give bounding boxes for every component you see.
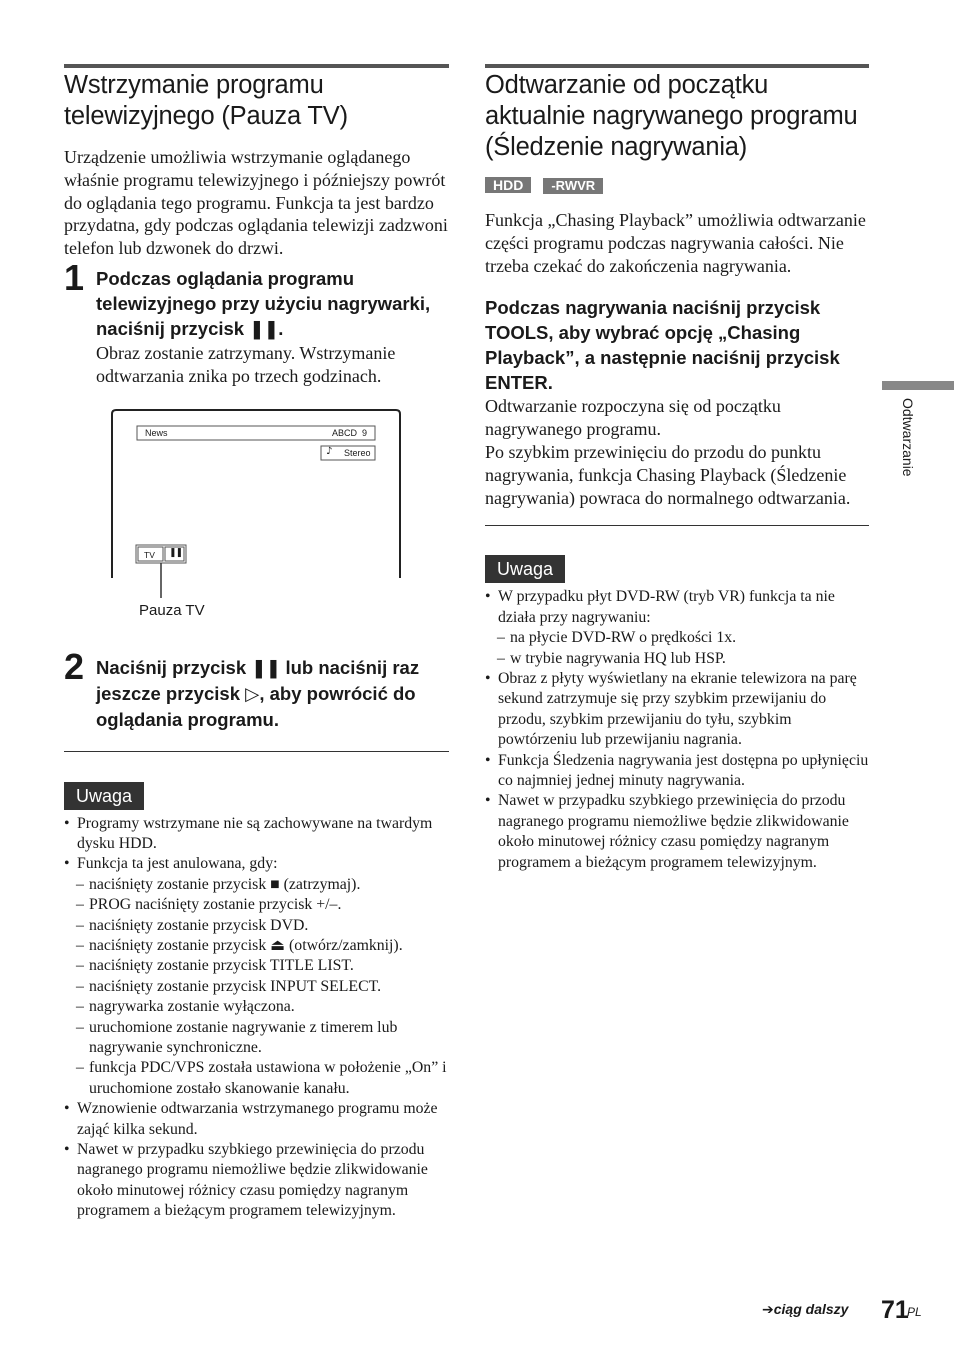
note-text: naciśnięty zostanie przycisk TITLE LIST. (89, 957, 354, 975)
right-column (485, 64, 869, 873)
dash-marker: – (497, 649, 505, 667)
step-title-text: , aby powrócić do oglądania programu. (96, 682, 416, 730)
dash-marker: – (76, 957, 84, 975)
note-sub-item (64, 956, 449, 976)
audio-label: Stereo (344, 447, 371, 458)
note-text: funkcja PDC/VPS została ustawiona w położenie „On” i uruchomione zostało skanowanie kanału. (89, 1059, 447, 1097)
continued-footer (762, 1301, 848, 1318)
side-tab-label: Odtwarzanie (900, 398, 916, 477)
intro-paragraph: Funkcja „Chasing Playback” umożliwia odtwarzanie części programu podczas nagrywania całości. Nie trzeba czekać do zakończenia nagrywania. (485, 210, 866, 276)
note-text: Nawet w przypadku szybkiego przewinięcia do przodu nagranego programu niemożliwe będzie zlikwidowanie około minutowej różnicy czasu pomiędzy nagranym programem a bieżącym programem telewizyjnym. (498, 792, 849, 871)
note-bullet-item (64, 814, 449, 855)
pause-icon: ❚❚ (251, 657, 281, 679)
tv-screen-svg (110, 408, 410, 630)
media-badges (485, 177, 869, 197)
note-text: Funkcja ta jest anulowana, gdy: (77, 855, 278, 873)
bullet-marker: • (485, 792, 491, 810)
bullet-marker: • (64, 814, 70, 832)
pause-tv-callout: Pauza TV (139, 601, 205, 619)
step-1 (64, 256, 449, 388)
note-bullet-item (485, 587, 869, 628)
dash-marker: – (76, 916, 84, 934)
note-text: Programy wstrzymane nie są zachowywane na twardym dysku HDD. (77, 814, 433, 852)
note-text: w trybie nagrywania HQ lub HSP. (510, 649, 726, 667)
note-bullet-item (485, 669, 869, 751)
side-tab-bar (882, 381, 954, 390)
bullet-marker: • (485, 670, 491, 687)
continued-label: ciąg dalszy (773, 1301, 849, 1317)
dash-marker: – (76, 977, 84, 995)
play-icon: ▷ (245, 683, 260, 705)
note-divider (485, 525, 869, 526)
note-text: naciśnięty zostanie przycisk ■ (zatrzymaj). (89, 875, 361, 893)
dash-marker: – (76, 896, 84, 914)
note-text: Wznowienie odtwarzania wstrzymanego programu może zająć kilka sekund. (77, 1100, 438, 1138)
note-label: Uwaga (64, 782, 144, 810)
note-sub-item (64, 997, 449, 1017)
note-label: Uwaga (485, 555, 565, 583)
page-number: 71 (881, 1296, 909, 1324)
note-text: W przypadku płyt DVD-RW (tryb VR) funkcja ta nie działa przy nagrywaniu: (498, 588, 835, 626)
result-paragraph-2: Po szybkim przewinięciu do przodu do punktu nagrywania, funkcja Chasing Playback (Śledzenie nagrywania) powraca do normalnego odtwarzania. (485, 441, 851, 508)
note-sub-item (64, 1058, 449, 1099)
channel-name: News (145, 427, 168, 438)
step-title-text: Podczas oglądania programu telewizyjnego przy użyciu nagrywarki, naciśnij przycisk (96, 267, 431, 339)
note-text: naciśnięty zostanie przycisk DVD. (89, 916, 309, 934)
channel-code: ABCD 9 (332, 427, 368, 438)
note-text: Obraz z płyty wyświetlany na ekranie telewizora na parę sekund zatrzymuje się przy szybkim przewijaniu do przodu, szybkim przewijaniu do tyłu, szybkim powtórzeniu lub przewijaniu nagrania. (498, 670, 857, 749)
dvd-rw-vr-badge: -RWVR (543, 178, 603, 194)
dash-marker: – (76, 1059, 84, 1077)
note-sub-item (485, 628, 869, 648)
tv-status-label: TV (144, 549, 155, 560)
note-sub-item (64, 977, 449, 997)
bullet-marker: • (64, 855, 70, 873)
section-top-rule (485, 64, 869, 68)
dash-marker: – (76, 998, 84, 1016)
tv-screen-illustration (110, 408, 410, 630)
instruction: Podczas nagrywania naciśnij przycisk TOOLS, aby wybrać opcję „Chasing Playback”, a następnie naciśnij przycisk ENTER. (485, 297, 840, 394)
note-text: Nawet w przypadku szybkiego przewinięcia do przodu nagranego programu niemożliwe będzie zlikwidowanie około minutowej różnicy czasu pomiędzy nagranym programem a bieżącym programem telewizyjnym. (77, 1141, 428, 1220)
arrow-icon: ➔ (762, 1301, 774, 1317)
note-sub-item (64, 916, 449, 936)
note-bullet-item (64, 1140, 449, 1222)
music-note-icon: ♪ (326, 445, 333, 457)
note-sub-item (64, 936, 449, 956)
note-text: na płycie DVD-RW o prędkości 1x. (510, 629, 737, 647)
bullet-marker: • (64, 1141, 70, 1159)
note-bullet-item (64, 854, 449, 874)
hdd-badge: HDD (485, 177, 531, 193)
section-heading-pause-tv: Wstrzymanie programu telewizyjnego (Pauza TV) (64, 71, 348, 130)
note-bullet-item (485, 791, 869, 873)
note-list (64, 814, 449, 1222)
note-bullet-item (485, 751, 869, 792)
bullet-marker: • (64, 1100, 70, 1118)
bullet-marker: • (485, 751, 491, 769)
intro-paragraph: Urządzenie umożliwia wstrzymanie oglądanego właśnie programu telewizyjnego i późniejszy powrót do oglądania tego programu. Funkcja ta jest bardzo przydatna, gdy podczas oglądania telewizji zadzwoni telefon lub dzwonek do drzwi. (64, 147, 448, 259)
note-text: naciśnięty zostanie przycisk ⏏ (otwórz/zamknij). (89, 937, 403, 955)
note-divider (64, 751, 449, 752)
note-bullet-item (64, 1099, 449, 1140)
note-section (64, 782, 449, 1222)
note-section (485, 555, 869, 873)
step-title-text: Naciśnij przycisk (96, 656, 247, 678)
step-body: Obraz zostanie zatrzymany. Wstrzymanie odtwarzania znika po trzech godzinach. (96, 342, 396, 386)
note-text: uruchomione zostanie nagrywanie z timerem lub nagrywanie synchroniczne. (89, 1018, 398, 1057)
step-title-end: . (278, 317, 284, 339)
note-sub-item (64, 1018, 449, 1059)
section-heading-chasing-playback: Odtwarzanie od początku aktualnie nagrywanego programu (Śledzenie nagrywania) (485, 71, 858, 161)
note-text: naciśnięty zostanie przycisk INPUT SELECT. (89, 977, 382, 995)
bullet-marker: • (485, 588, 491, 606)
pause-status-icon: ❚❚ (169, 547, 183, 558)
step-2 (64, 645, 449, 732)
section-top-rule (64, 64, 449, 68)
dash-marker: – (76, 1018, 84, 1036)
note-text: nagrywarka zostanie wyłączona. (89, 998, 295, 1016)
note-list (485, 587, 869, 873)
note-sub-item (485, 649, 869, 669)
step-title (96, 266, 449, 342)
note-sub-item (64, 895, 449, 915)
step-title-text: lub naciśnij raz jeszcze przycisk (96, 656, 420, 704)
note-sub-item (64, 875, 449, 895)
result-paragraph: Odtwarzanie rozpoczyna się od początku nagrywanego programu. (485, 396, 781, 440)
dash-marker: – (497, 629, 505, 647)
dash-marker: – (76, 937, 84, 955)
dash-marker: – (76, 875, 84, 893)
step-number: 2 (64, 645, 85, 687)
note-text: PROG naciśnięty zostanie przycisk +/–. (89, 896, 342, 914)
step-number: 1 (64, 256, 85, 298)
step-title (96, 655, 449, 732)
pause-icon: ❚❚ (249, 318, 279, 340)
note-text: Funkcja Śledzenia nagrywania jest dostępna po upłynięciu co najmniej jednej minuty nagrywania. (498, 751, 869, 790)
page-language: PL (907, 1305, 922, 1319)
left-column (64, 64, 449, 1222)
